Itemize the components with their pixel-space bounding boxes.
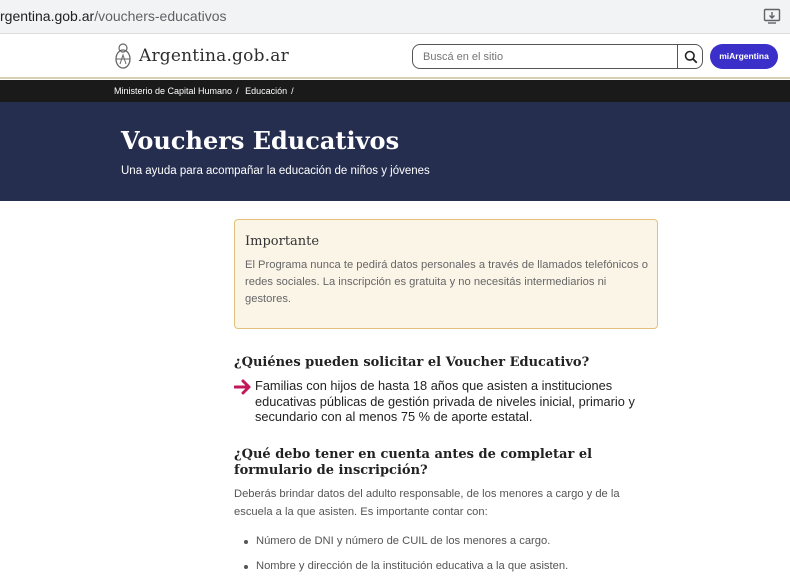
list-item: Nombre y dirección de la institución educativa a la que asisten. xyxy=(234,558,654,583)
miargentina-button[interactable]: miArgentina xyxy=(710,44,778,69)
address-bar[interactable] xyxy=(0,0,790,34)
requirements-paragraph: Deberás brindar datos del adulto responsable, de los menores a cargo y de la escuela a la que asisten. Es importante contar con: xyxy=(234,488,620,518)
notice-title: Importante xyxy=(245,234,320,249)
arrow-right-icon xyxy=(234,378,252,396)
coat-of-arms-icon xyxy=(113,42,133,70)
list-item: Número de DNI y número de CUIL de los menores a cargo. xyxy=(234,533,654,558)
requirements-list xyxy=(234,533,654,583)
page-title: Vouchers Educativos xyxy=(121,126,400,155)
address-url[interactable] xyxy=(0,8,226,24)
address-domain: rgentina.gob.ar xyxy=(0,8,95,24)
search-box[interactable] xyxy=(412,44,678,69)
breadcrumb xyxy=(0,80,790,102)
search-button[interactable] xyxy=(677,44,703,69)
eligibility-text: Familias con hijos de hasta 18 años que asisten a instituciones educativas públicas de gestión privada de niveles inicial, primario y secundario con al menos 75 % de aporte estatal. xyxy=(255,378,635,424)
notice-body: El Programa nunca te pedirá datos personales a través de llamados telefónicos o redes sociales. La inscripción es gratuita y no necesitás intermediarios ni gestores. xyxy=(245,259,648,305)
page-subtitle: Una ayuda para acompañar la educación de niños y jóvenes xyxy=(121,165,430,177)
address-path: /vouchers-educativos xyxy=(94,8,227,24)
search-input[interactable] xyxy=(413,45,677,68)
hero-banner xyxy=(0,102,790,201)
install-app-icon[interactable] xyxy=(763,7,781,25)
breadcrumb-separator: / xyxy=(236,86,239,96)
search-icon xyxy=(684,50,698,64)
breadcrumb-item-educacion[interactable]: Educación xyxy=(245,86,288,96)
site-logo[interactable] xyxy=(113,42,289,70)
site-header xyxy=(0,34,790,79)
important-notice xyxy=(234,219,658,329)
breadcrumb-separator: / xyxy=(291,86,294,96)
breadcrumb-item-ministerio[interactable]: Ministerio de Capital Humano xyxy=(114,86,233,96)
logo-text: Argentina.gob.ar xyxy=(139,46,289,66)
section-heading-who: ¿Quiénes pueden solicitar el Voucher Educativo? xyxy=(234,355,590,370)
section-heading-requirements: ¿Qué debo tener en cuenta antes de completar el formulario de inscripción? xyxy=(234,447,593,478)
